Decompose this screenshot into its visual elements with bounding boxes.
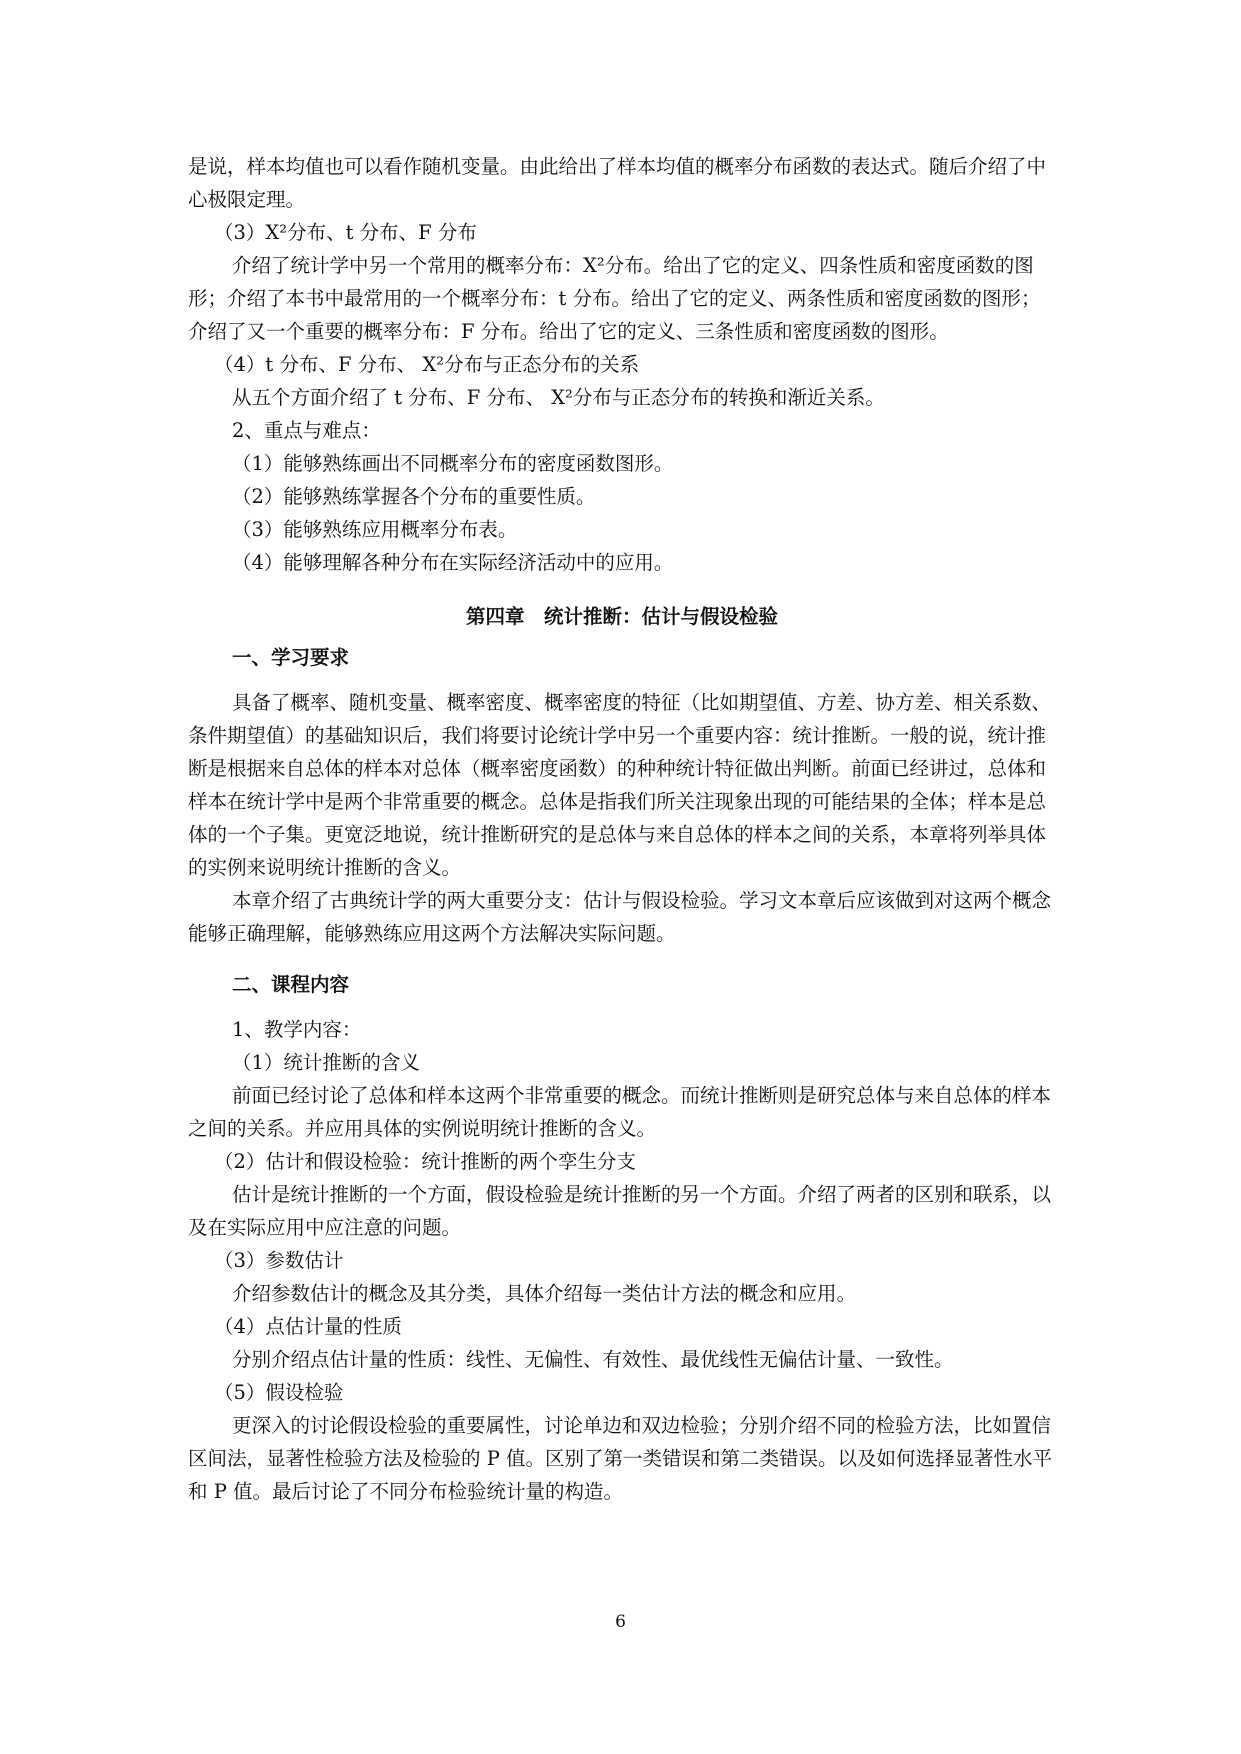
paragraph-requirements-1: 具备了概率、随机变量、概率密度、概率密度的特征（比如期望值、方差、协方差、相关系数、条件期望值）的基础知识后，我们将要讨论统计学中另一个重要内容：统计推断。一般的说，统计推断是根据来自总体的样本对总体（概率密度函数）的种种统计特征做出判断。前面已经讲过，总体和样本在统计学中是两个非常重要的概念。总体是指我们所关注现象出现的可能结果的全体；样本是总体的一个子集。更宽泛地说，统计推断研究的是总体与来自总体的样本之间的关系，本章将列举具体的实例来说明统计推断的含义。 bbox=[188, 691, 1052, 879]
key-point-item: （3）能够熟练应用概率分布表。 bbox=[232, 518, 518, 541]
page-content bbox=[188, 150, 1056, 1508]
item-title: （5）假设检验 bbox=[214, 1381, 344, 1404]
paragraph-relations: 从五个方面介绍了 t 分布、F 分布、 X²分布与正态分布的转换和渐近关系。 bbox=[232, 386, 885, 409]
item-title: （3）参数估计 bbox=[214, 1249, 344, 1272]
item-text: 分别介绍点估计量的性质：线性、无偏性、有效性、最优线性无偏估计量、一致性。 bbox=[232, 1348, 954, 1371]
key-point-item: （4）能够理解各种分布在实际经济活动中的应用。 bbox=[232, 551, 674, 574]
key-point-item: （1）能够熟练画出不同概率分布的密度函数图形。 bbox=[232, 452, 674, 475]
paragraph-sample-mean: 是说，样本均值也可以看作随机变量。由此给出了样本均值的概率分布函数的表达式。随后介绍了中心极限定理。 bbox=[188, 155, 1047, 211]
key-point-item: （2）能够熟练掌握各个分布的重要性质。 bbox=[232, 485, 596, 508]
heading-relations: （4）t 分布、F 分布、 X²分布与正态分布的关系 bbox=[214, 353, 640, 376]
item-title: （4）点估计量的性质 bbox=[214, 1315, 402, 1338]
heading-chi-t-f: （3）X²分布、t 分布、F 分布 bbox=[214, 221, 477, 244]
chapter-title: 第四章 统计推断：估计与假设检验 bbox=[465, 605, 778, 628]
teaching-content-title: 1、教学内容： bbox=[232, 1018, 362, 1041]
item-text: 更深入的讨论假设检验的重要属性，讨论单边和双边检验；分别介绍不同的检验方法，比如置信区间法，显著性检验方法及检验的 P 值。区别了第一类错误和第二类错误。以及如何选择显著性水平和 P 值。最后讨论了不同分布检验统计量的构造。 bbox=[188, 1414, 1053, 1503]
key-points-title: 2、重点与难点： bbox=[232, 419, 381, 442]
section-heading-content: 二、课程内容 bbox=[232, 973, 350, 996]
item-text: 估计是统计推断的一个方面，假设检验是统计推断的另一个方面。介绍了两者的区别和联系，以及在实际应用中应注意的问题。 bbox=[188, 1183, 1052, 1239]
item-text: 介绍参数估计的概念及其分类，具体介绍每一类估计方法的概念和应用。 bbox=[232, 1282, 857, 1305]
paragraph-distributions: 介绍了统计学中另一个常用的概率分布：X²分布。给出了它的定义、四条性质和密度函数的图形；介绍了本书中最常用的一个概率分布：t 分布。给出了它的定义、两条性质和密度函数的图形；介绍了又一个重要的概率分布：F 分布。给出了它的定义、三条性质和密度函数的图形。 bbox=[188, 254, 1041, 343]
item-title: （1）统计推断的含义 bbox=[232, 1051, 420, 1074]
section-heading-requirements: 一、学习要求 bbox=[232, 646, 350, 669]
item-title: （2）估计和假设检验：统计推断的两个孪生分支 bbox=[214, 1150, 636, 1173]
item-text: 前面已经讨论了总体和样本这两个非常重要的概念。而统计推断则是研究总体与来自总体的样本之间的关系。并应用具体的实例说明统计推断的含义。 bbox=[188, 1084, 1052, 1140]
paragraph-requirements-2: 本章介绍了古典统计学的两大重要分支：估计与假设检验。学习文本章后应该做到对这两个概念能够正确理解，能够熟练应用这两个方法解决实际问题。 bbox=[188, 889, 1052, 945]
page-number: 6 bbox=[615, 1612, 626, 1632]
